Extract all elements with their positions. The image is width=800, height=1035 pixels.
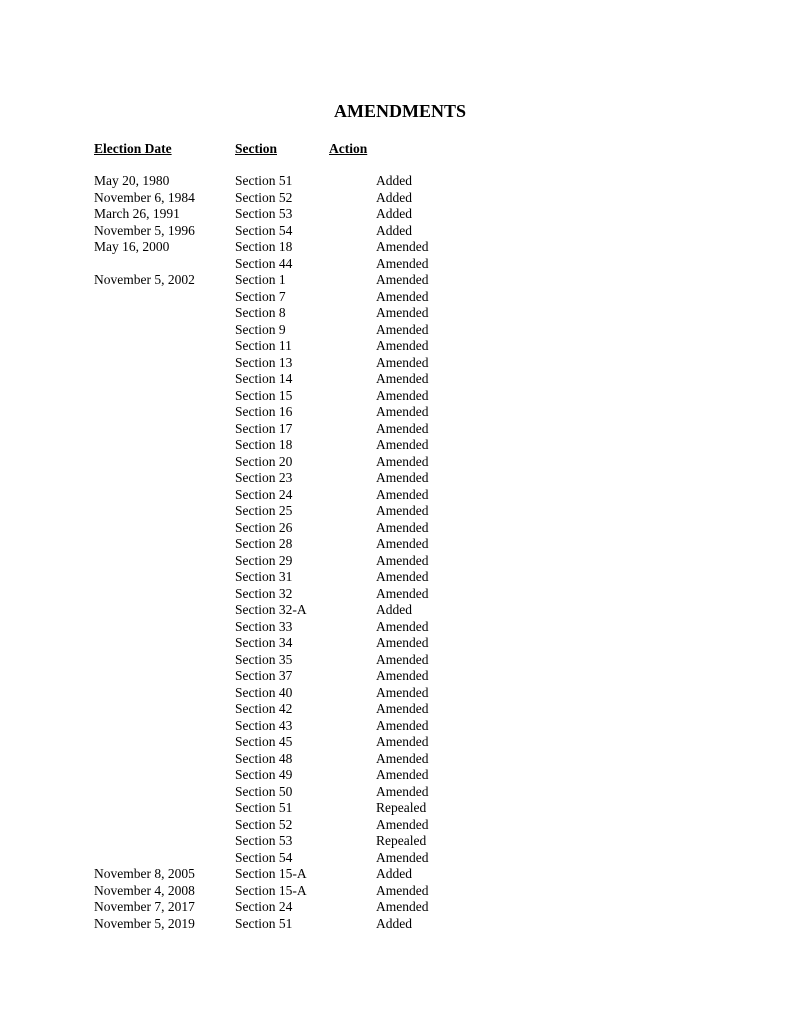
action-cell: Amended bbox=[376, 767, 429, 782]
table-row bbox=[0, 685, 800, 702]
election-date-cell: November 4, 2008 bbox=[94, 882, 195, 898]
section-cell: Section 53 bbox=[235, 206, 293, 221]
table-row bbox=[0, 602, 800, 619]
section-cell: Section 32-A bbox=[235, 602, 307, 617]
action-cell: Amended bbox=[376, 651, 429, 667]
table-row bbox=[0, 751, 800, 768]
table-row bbox=[0, 239, 800, 256]
action-cell: Amended bbox=[376, 470, 429, 485]
table-row bbox=[0, 305, 800, 322]
section-cell: Section 51 bbox=[235, 915, 293, 931]
action-cell: Amended bbox=[376, 783, 429, 799]
table-row bbox=[0, 916, 800, 933]
column-header-section: Section bbox=[235, 141, 277, 156]
table-row bbox=[0, 223, 800, 240]
section-cell: Section 15 bbox=[235, 387, 293, 403]
section-cell: Section 49 bbox=[235, 767, 293, 782]
section-cell: Section 34 bbox=[235, 635, 293, 650]
section-cell: Section 53 bbox=[235, 833, 293, 848]
table-row bbox=[0, 536, 800, 553]
page-title: AMENDMENTS bbox=[333, 101, 466, 121]
section-cell: Section 20 bbox=[235, 453, 293, 469]
section-cell: Section 35 bbox=[235, 651, 293, 667]
table-row bbox=[0, 256, 800, 273]
section-cell: Section 7 bbox=[235, 288, 286, 304]
action-cell: Amended bbox=[376, 750, 429, 766]
section-cell: Section 52 bbox=[235, 816, 293, 832]
action-cell: Added bbox=[376, 866, 412, 881]
action-cell: Amended bbox=[376, 899, 429, 914]
section-cell: Section 16 bbox=[235, 404, 293, 419]
table-row bbox=[0, 553, 800, 570]
action-cell: Amended bbox=[376, 569, 429, 584]
action-cell: Added bbox=[376, 915, 412, 931]
action-cell: Amended bbox=[376, 717, 429, 733]
section-cell: Section 24 bbox=[235, 899, 293, 914]
table-row bbox=[0, 355, 800, 372]
table-row bbox=[0, 272, 800, 289]
action-cell: Amended bbox=[376, 288, 429, 304]
action-cell: Added bbox=[376, 206, 412, 221]
section-cell: Section 29 bbox=[235, 552, 293, 568]
table-row bbox=[0, 388, 800, 405]
table-row bbox=[0, 289, 800, 306]
table-row bbox=[0, 850, 800, 867]
section-cell: Section 37 bbox=[235, 668, 293, 683]
election-date-cell: May 16, 2000 bbox=[94, 239, 170, 254]
section-cell: Section 42 bbox=[235, 701, 293, 716]
section-cell: Section 28 bbox=[235, 536, 293, 551]
action-cell: Added bbox=[376, 173, 412, 188]
action-cell: Amended bbox=[376, 354, 429, 370]
section-cell: Section 24 bbox=[235, 486, 293, 502]
action-cell: Amended bbox=[376, 849, 429, 865]
action-cell: Repealed bbox=[376, 800, 427, 815]
election-date-cell: November 6, 1984 bbox=[94, 189, 195, 205]
action-cell: Added bbox=[376, 602, 412, 617]
action-cell: Amended bbox=[376, 420, 429, 436]
table-row bbox=[0, 569, 800, 586]
action-cell: Amended bbox=[376, 585, 429, 601]
section-cell: Section 15-A bbox=[235, 866, 307, 881]
section-cell: Section 44 bbox=[235, 255, 293, 271]
table-row bbox=[0, 800, 800, 817]
table-row bbox=[0, 784, 800, 801]
action-cell: Amended bbox=[376, 338, 429, 353]
action-cell: Added bbox=[376, 222, 412, 238]
action-cell: Amended bbox=[376, 486, 429, 502]
election-date-cell: November 5, 2002 bbox=[94, 272, 195, 287]
election-date-cell: November 7, 2017 bbox=[94, 899, 195, 914]
election-date-cell: May 20, 1980 bbox=[94, 173, 170, 188]
section-cell: Section 54 bbox=[235, 849, 293, 865]
section-cell: Section 18 bbox=[235, 239, 293, 254]
action-cell: Amended bbox=[376, 321, 429, 337]
section-cell: Section 52 bbox=[235, 189, 293, 205]
section-cell: Section 51 bbox=[235, 800, 293, 815]
section-cell: Section 11 bbox=[235, 338, 292, 353]
amendments-table-body bbox=[0, 173, 800, 932]
section-cell: Section 13 bbox=[235, 354, 293, 370]
table-row bbox=[0, 652, 800, 669]
table-row bbox=[0, 619, 800, 636]
election-date-cell: November 5, 1996 bbox=[94, 222, 195, 238]
section-cell: Section 23 bbox=[235, 470, 293, 485]
section-cell: Section 51 bbox=[235, 173, 293, 188]
section-cell: Section 9 bbox=[235, 321, 286, 337]
table-row bbox=[0, 503, 800, 520]
table-row bbox=[0, 866, 800, 883]
section-cell: Section 18 bbox=[235, 437, 293, 452]
action-cell: Amended bbox=[376, 371, 429, 386]
election-date-cell: November 5, 2019 bbox=[94, 915, 195, 931]
action-cell: Amended bbox=[376, 536, 429, 551]
section-cell: Section 1 bbox=[235, 272, 286, 287]
section-cell: Section 26 bbox=[235, 519, 293, 535]
section-cell: Section 15-A bbox=[235, 882, 307, 898]
table-row bbox=[0, 586, 800, 603]
action-cell: Amended bbox=[376, 701, 429, 716]
action-cell: Amended bbox=[376, 734, 429, 749]
section-cell: Section 50 bbox=[235, 783, 293, 799]
section-cell: Section 14 bbox=[235, 371, 293, 386]
section-cell: Section 32 bbox=[235, 585, 293, 601]
action-cell: Amended bbox=[376, 239, 429, 254]
table-row bbox=[0, 668, 800, 685]
action-cell: Added bbox=[376, 189, 412, 205]
action-cell: Amended bbox=[376, 255, 429, 271]
table-row bbox=[0, 404, 800, 421]
action-cell: Amended bbox=[376, 684, 429, 700]
action-cell: Amended bbox=[376, 387, 429, 403]
column-header-election-date: Election Date bbox=[94, 141, 172, 156]
action-cell: Amended bbox=[376, 305, 429, 320]
table-row bbox=[0, 899, 800, 916]
table-row bbox=[0, 734, 800, 751]
section-cell: Section 33 bbox=[235, 618, 293, 634]
section-cell: Section 54 bbox=[235, 222, 293, 238]
table-row bbox=[0, 767, 800, 784]
table-row bbox=[0, 487, 800, 504]
action-cell: Amended bbox=[376, 882, 429, 898]
action-cell: Amended bbox=[376, 503, 429, 518]
table-row bbox=[0, 520, 800, 537]
table-row bbox=[0, 833, 800, 850]
table-header bbox=[0, 140, 800, 158]
section-cell: Section 40 bbox=[235, 684, 293, 700]
table-row bbox=[0, 718, 800, 735]
table-row bbox=[0, 421, 800, 438]
table-row bbox=[0, 338, 800, 355]
table-row bbox=[0, 817, 800, 834]
section-cell: Section 8 bbox=[235, 305, 286, 320]
election-date-cell: March 26, 1991 bbox=[94, 206, 180, 221]
table-row bbox=[0, 635, 800, 652]
action-cell: Amended bbox=[376, 272, 429, 287]
action-cell: Amended bbox=[376, 552, 429, 568]
section-cell: Section 31 bbox=[235, 569, 293, 584]
table-row bbox=[0, 322, 800, 339]
action-cell: Amended bbox=[376, 453, 429, 469]
table-row bbox=[0, 470, 800, 487]
table-row bbox=[0, 371, 800, 388]
action-cell: Amended bbox=[376, 635, 429, 650]
action-cell: Amended bbox=[376, 618, 429, 634]
table-row bbox=[0, 190, 800, 207]
table-row bbox=[0, 437, 800, 454]
table-row bbox=[0, 883, 800, 900]
section-cell: Section 25 bbox=[235, 503, 293, 518]
table-row bbox=[0, 701, 800, 718]
table-row bbox=[0, 454, 800, 471]
section-cell: Section 45 bbox=[235, 734, 293, 749]
action-cell: Repealed bbox=[376, 833, 427, 848]
action-cell: Amended bbox=[376, 816, 429, 832]
action-cell: Amended bbox=[376, 404, 429, 419]
table-row bbox=[0, 173, 800, 190]
election-date-cell: November 8, 2005 bbox=[94, 866, 195, 881]
column-header-action: Action bbox=[329, 141, 368, 156]
action-cell: Amended bbox=[376, 519, 429, 535]
section-cell: Section 43 bbox=[235, 717, 293, 733]
section-cell: Section 17 bbox=[235, 420, 293, 436]
table-row bbox=[0, 206, 800, 223]
action-cell: Amended bbox=[376, 437, 429, 452]
action-cell: Amended bbox=[376, 668, 429, 683]
section-cell: Section 48 bbox=[235, 750, 293, 766]
